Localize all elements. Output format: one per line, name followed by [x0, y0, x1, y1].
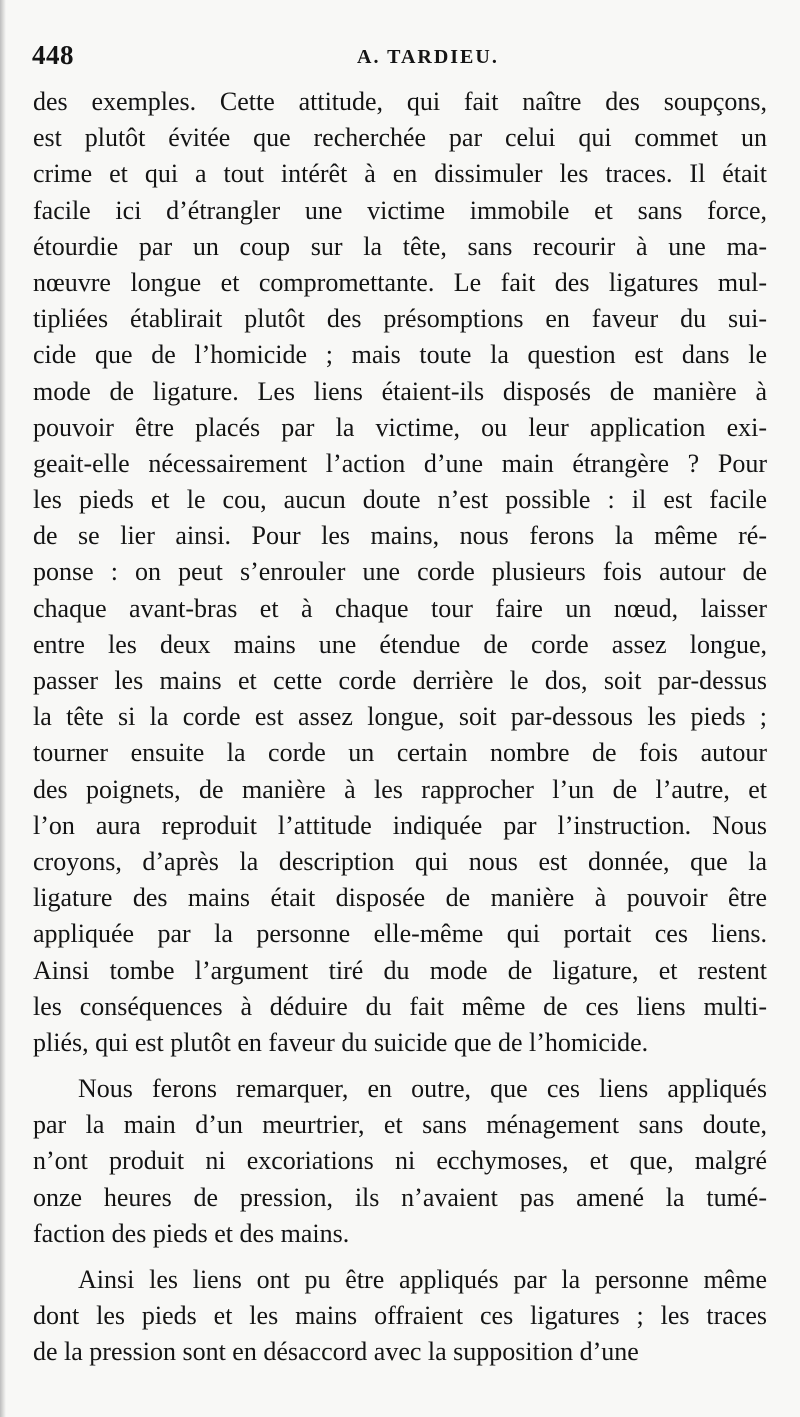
page-edge-shadow	[0, 0, 6, 1417]
running-head: A. TARDIEU.	[357, 46, 499, 68]
text-line: tourner ensuite la corde un certain nombre de fois autour	[33, 738, 767, 768]
paragraph	[33, 84, 767, 1061]
text-line: Ainsi les liens ont pu être appliqués par la personne même	[78, 1265, 767, 1294]
text-line: les conséquences à déduire du fait même de ces liens multi-	[33, 991, 767, 1021]
text-line: passer les mains et cette corde derrière le dos, soit par-dessus	[33, 666, 767, 695]
text-line: par la main d’un meurtrier, et sans ménagement sans doute,	[33, 1110, 767, 1140]
text-line: crime et qui a tout intérêt à en dissimuler les traces. Il était	[33, 159, 767, 189]
paragraph-gap	[33, 1252, 767, 1262]
text-line: ponse : on peut s’enrouler une corde plusieurs fois autour de	[33, 557, 767, 587]
text-line: n’ont produit ni excoriations ni ecchymoses, et que, malgré	[33, 1146, 767, 1176]
text-line: Ainsi tombe l’argument tiré du mode de ligature, et restent	[33, 955, 767, 985]
text-line: chaque avant-bras et à chaque tour faire un nœud, laisser	[33, 593, 767, 623]
text-line: cide que de l’homicide ; mais toute la question est dans le	[33, 340, 767, 370]
body-text	[33, 84, 767, 1371]
text-line: appliquée par la personne elle-même qui portait ces liens.	[33, 919, 767, 949]
text-line: croyons, d’après la description qui nous est donnée, que la	[33, 846, 767, 876]
paragraph	[33, 1262, 767, 1371]
text-line: mode de ligature. Les liens étaient-ils disposés de manière à	[33, 376, 767, 406]
text-line: dont les pieds et les mains offraient ces ligatures ; les traces	[33, 1301, 767, 1331]
text-line: onze heures de pression, ils n’avaient pas amené la tumé-	[33, 1182, 767, 1212]
paragraph	[33, 1071, 767, 1252]
text-line: pliés, qui est plutôt en faveur du suicide que de l’homicide.	[33, 1027, 649, 1057]
text-line: ligature des mains était disposée de manière à pouvoir être	[33, 883, 767, 913]
text-line: entre les deux mains une étendue de corde assez longue,	[33, 629, 767, 659]
text-line: étourdie par un coup sur la tête, sans recourir à une ma-	[33, 231, 767, 261]
text-line: tipliées établirait plutôt des présomptions en faveur du sui-	[33, 304, 767, 334]
text-line: des poignets, de manière à les rapprocher l’un de l’autre, et	[33, 774, 767, 804]
text-line: nœuvre longue et compromettante. Le fait des ligatures mul-	[33, 267, 767, 297]
text-line: Nous ferons remarquer, en outre, que ces liens appliqués	[78, 1074, 767, 1104]
text-line: les pieds et le cou, aucun doute n’est possible : il est facile	[33, 485, 767, 515]
text-line: l’on aura reproduit l’attitude indiquée par l’instruction. Nous	[33, 810, 767, 840]
paragraph-gap	[33, 1061, 767, 1071]
text-line: geait-elle nécessairement l’action d’une main étrangère ? Pour	[33, 448, 767, 478]
text-line: de se lier ainsi. Pour les mains, nous ferons la même ré-	[33, 521, 767, 551]
text-line: pouvoir être placés par la victime, ou leur application exi-	[33, 412, 767, 442]
text-line: facile ici d’étrangler une victime immobile et sans force,	[33, 195, 767, 225]
text-line: la tête si la corde est assez longue, soit par-dessous les pieds ;	[33, 702, 767, 732]
text-line: des exemples. Cette attitude, qui fait naître des soupçons,	[33, 87, 767, 116]
page-header	[32, 40, 768, 80]
text-line: de la pression sont en désaccord avec la supposition d’une	[33, 1337, 639, 1367]
page-number: 448	[32, 40, 74, 70]
text-line: est plutôt évitée que recherchée par celui qui commet un	[33, 123, 767, 153]
text-line: faction des pieds et des mains.	[33, 1218, 350, 1248]
